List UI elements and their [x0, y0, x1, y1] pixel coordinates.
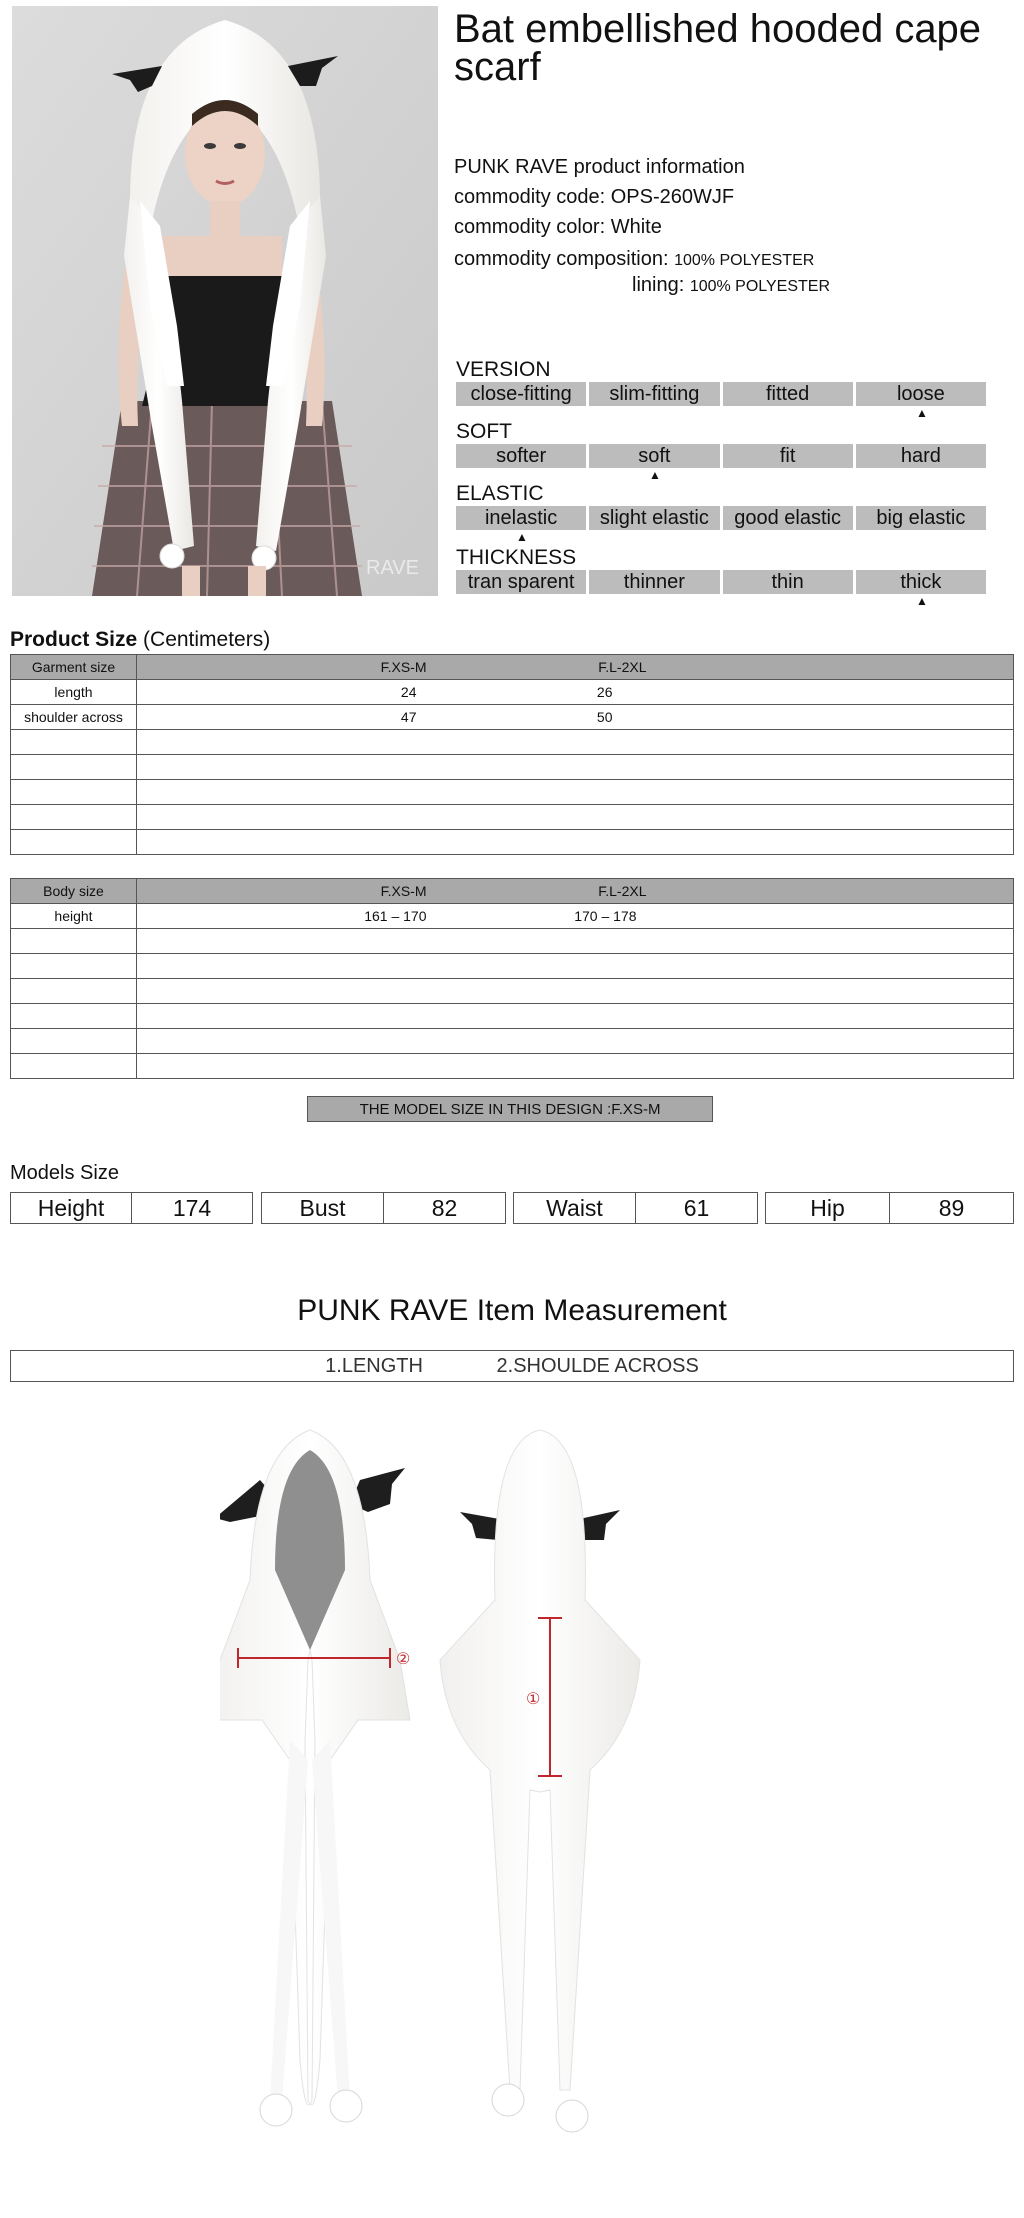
table-cell: [137, 954, 1014, 979]
thickness-option: tran sparent: [456, 570, 586, 594]
table-row: [11, 929, 1014, 954]
thickness-selected-marker: ▲: [916, 594, 928, 608]
commodity-code: [454, 186, 734, 209]
table-cell: [137, 805, 1014, 830]
version-option: close-fitting: [456, 382, 586, 406]
table-row: [11, 755, 1014, 780]
table-cell: [647, 680, 1014, 705]
model-measure-value: 89: [889, 1193, 1013, 1223]
table-row-label: [11, 929, 137, 954]
table-header-cell: F.XS-M: [137, 655, 427, 680]
length-marker-label: ①: [526, 1691, 541, 1708]
table-header-cell: F.L-2XL: [427, 879, 647, 904]
model-waist: [513, 1192, 758, 1224]
table-header-row: [11, 879, 1014, 904]
elastic-option: inelastic: [456, 506, 586, 530]
table-row: [11, 780, 1014, 805]
product-photo: [12, 6, 438, 596]
measurement-point-shoulder: 2.SHOULDE ACROSS: [496, 1355, 699, 1377]
commodity-color: [454, 216, 662, 239]
table-cell: [137, 979, 1014, 1004]
version-option: loose: [856, 382, 986, 406]
measurement-diagram: [220, 1400, 810, 2180]
table-row: [11, 904, 1014, 929]
thickness-option: thinner: [589, 570, 719, 594]
front-view: [220, 1430, 410, 2126]
model-height: [10, 1192, 253, 1224]
commodity-color-label: commodity color:: [454, 216, 611, 238]
table-cell: [647, 904, 1014, 929]
commodity-composition-label: commodity composition:: [454, 248, 675, 270]
table-row-label: shoulder across: [11, 705, 137, 730]
measurement-point-length: 1.LENGTH: [325, 1355, 423, 1377]
table-row-label: [11, 1054, 137, 1079]
table-row-label: [11, 730, 137, 755]
lining-label: lining:: [632, 274, 690, 296]
table-row: [11, 805, 1014, 830]
table-row: [11, 1004, 1014, 1029]
table-cell: 50: [427, 705, 647, 730]
table-cell: [137, 780, 1014, 805]
model-measure-name: Bust: [299, 1195, 346, 1221]
table-row-label: [11, 954, 137, 979]
table-header-cell: Garment size: [11, 655, 137, 680]
table-cell: [137, 1004, 1014, 1029]
table-cell: [137, 755, 1014, 780]
table-row-label: [11, 1004, 137, 1029]
model-bust: [261, 1192, 506, 1224]
elastic-selected-marker: ▲: [516, 530, 528, 544]
lining-value: 100% POLYESTER: [689, 278, 831, 295]
table-cell: 47: [137, 705, 427, 730]
table-cell: [137, 830, 1014, 855]
thickness-scale-title: THICKNESS: [456, 546, 577, 569]
table-row-label: [11, 755, 137, 780]
version-option: fitted: [723, 382, 853, 406]
photo-watermark: RAVE: [366, 557, 419, 579]
soft-selected-marker: ▲: [649, 468, 661, 482]
thickness-option: thin: [723, 570, 853, 594]
soft-scale: [456, 444, 986, 468]
table-cell: [137, 1054, 1014, 1079]
models-size-label: Models Size: [10, 1162, 119, 1184]
table-row: [11, 979, 1014, 1004]
table-cell: 170 – 178: [427, 904, 647, 929]
model-measure-value: 61: [635, 1193, 757, 1223]
measurement-points-bar: [10, 1350, 1014, 1382]
table-row: [11, 1054, 1014, 1079]
version-scale-title: VERSION: [456, 358, 551, 381]
table-row-label: [11, 780, 137, 805]
back-view: [440, 1430, 640, 2132]
table-row-label: height: [11, 904, 137, 929]
table-cell: 24: [137, 680, 427, 705]
table-header-cell: Body size: [11, 879, 137, 904]
table-row: [11, 1029, 1014, 1054]
table-row-label: [11, 1029, 137, 1054]
elastic-scale: [456, 506, 986, 530]
table-row-label: [11, 805, 137, 830]
table-row: [11, 730, 1014, 755]
table-cell: [137, 730, 1014, 755]
version-selected-marker: ▲: [916, 406, 928, 420]
model-measure-name: Waist: [546, 1195, 603, 1221]
table-header-filler: [647, 655, 1014, 680]
lining: [632, 274, 830, 297]
soft-scale-title: SOFT: [456, 420, 512, 443]
elastic-option: big elastic: [856, 506, 986, 530]
elastic-option: good elastic: [723, 506, 853, 530]
product-size-heading-unit: (Centimeters): [137, 628, 271, 651]
shoulder-marker-label: ②: [396, 1651, 411, 1668]
model-measure-name: Height: [37, 1195, 105, 1221]
product-size-heading-bold: Product Size: [10, 628, 138, 651]
table-row-label: [11, 979, 137, 1004]
commodity-composition: [454, 248, 814, 271]
table-row: [11, 830, 1014, 855]
soft-option: hard: [856, 444, 986, 468]
model-measure-value: 174: [131, 1193, 252, 1223]
table-row-label: length: [11, 680, 137, 705]
thickness-option: thick: [856, 570, 986, 594]
model-hip: [765, 1192, 1014, 1224]
brand-info-heading: PUNK RAVE product information: [454, 156, 745, 178]
body-size-table: [10, 878, 1014, 1079]
commodity-composition-value: 100% POLYESTER: [674, 252, 815, 269]
garment-size-table: [10, 654, 1014, 855]
version-scale: [456, 382, 986, 406]
table-header-cell: F.XS-M: [137, 879, 427, 904]
measurement-title: PUNK RAVE Item Measurement: [297, 1294, 727, 1327]
version-option: slim-fitting: [589, 382, 719, 406]
table-cell: 161 – 170: [137, 904, 427, 929]
table-cell: [137, 1029, 1014, 1054]
table-row: [11, 705, 1014, 730]
thickness-scale: [456, 570, 986, 594]
model-size-note: THE MODEL SIZE IN THIS DESIGN :F.XS-M: [307, 1096, 713, 1122]
table-cell: 26: [427, 680, 647, 705]
commodity-code-value: OPS-260WJF: [610, 186, 735, 208]
commodity-code-label: commodity code:: [454, 186, 611, 208]
table-header-cell: F.L-2XL: [427, 655, 647, 680]
table-row: [11, 954, 1014, 979]
table-cell: [647, 705, 1014, 730]
product-size-heading: [10, 628, 270, 652]
soft-option: fit: [723, 444, 853, 468]
soft-option: soft: [589, 444, 719, 468]
elastic-scale-title: ELASTIC: [456, 482, 544, 505]
table-row-label: [11, 830, 137, 855]
table-cell: [137, 929, 1014, 954]
commodity-color-value: White: [610, 216, 662, 238]
table-header-row: [11, 655, 1014, 680]
elastic-option: slight elastic: [589, 506, 719, 530]
soft-option: softer: [456, 444, 586, 468]
table-row: [11, 680, 1014, 705]
model-measure-name: Hip: [810, 1195, 845, 1221]
model-measure-value: 82: [383, 1193, 505, 1223]
product-title: Bat embellished hooded cape scarf: [454, 7, 982, 89]
table-header-filler: [647, 879, 1014, 904]
